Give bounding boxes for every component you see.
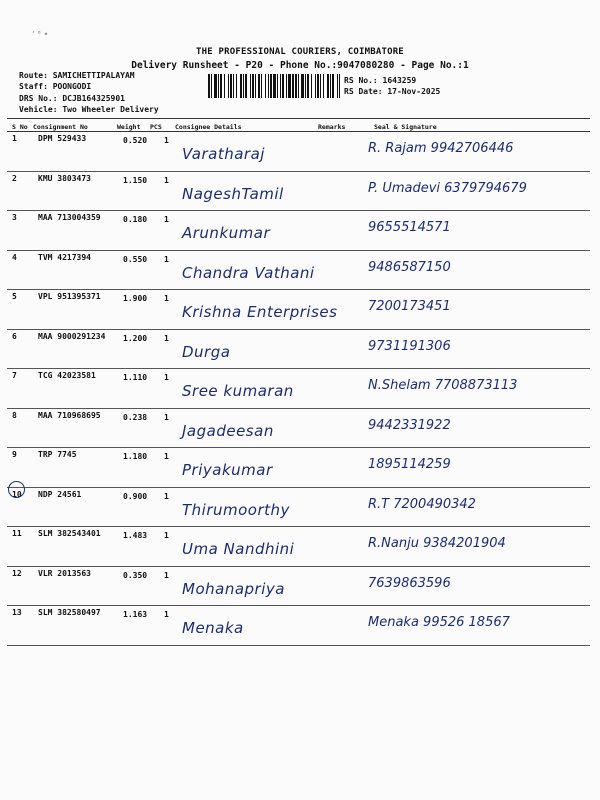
row-consignee-handwritten: Jagadeesan <box>182 421 274 440</box>
row-signature: 7639863596 <box>368 575 451 591</box>
row-consignment-no: TRP 7745 <box>38 450 77 459</box>
row-consignment-no: MAA 710968695 <box>38 410 101 420</box>
row-sno: 2 <box>12 173 17 183</box>
row-pcs: 1 <box>164 215 169 224</box>
row-divider <box>7 645 590 646</box>
row-signature: N.Shelam 7708873113 <box>368 378 518 393</box>
row-signature: 9442331922 <box>368 417 451 433</box>
row-consignment-no: KMU 3803473 <box>38 173 91 183</box>
col-consignee: Consignee Details <box>175 123 242 131</box>
drs-number: DRS No.: DCJB164325901 <box>19 94 125 103</box>
row-pcs: 1 <box>164 531 169 540</box>
row-consignment-no: MAA 9000291234 <box>38 331 106 341</box>
row-weight: 1.200 <box>123 333 148 343</box>
row-weight: 0.180 <box>123 215 148 224</box>
row-consignee-handwritten: Thirumoorthy <box>182 500 290 519</box>
col-seal: Seal & Signature <box>374 123 437 131</box>
row-divider <box>7 566 590 567</box>
row-signature: Menaka 99526 18567 <box>368 615 510 630</box>
row-sno: 1 <box>12 134 17 143</box>
row-divider <box>7 329 590 330</box>
row-pcs: 1 <box>164 412 169 422</box>
row-sno: 8 <box>12 410 17 420</box>
row-consignee-handwritten: Menaka <box>182 619 244 637</box>
row-signature: 9655514571 <box>368 220 451 235</box>
row-consignment-no: TVM 4217394 <box>38 252 91 262</box>
row-signature: P. Umadevi 6379794679 <box>368 180 527 196</box>
row-weight: 0.350 <box>123 570 148 580</box>
row-sno: 3 <box>12 213 17 222</box>
row-sno: 6 <box>12 331 17 341</box>
row-consignee-handwritten: Arunkumar <box>182 224 271 242</box>
row-consignment-no: VLR 2013563 <box>38 568 91 578</box>
row-pcs: 1 <box>164 294 169 303</box>
company-title: THE PROFESSIONAL COURIERS, COIMBATORE <box>196 47 404 57</box>
row-sno: 12 <box>12 568 22 578</box>
row-sno: 13 <box>12 608 22 617</box>
row-divider <box>7 171 590 172</box>
row-consignment-no: SLM 382580497 <box>38 608 101 617</box>
row-consignment-no: SLM 382543401 <box>38 529 101 538</box>
row-divider <box>7 526 590 527</box>
rs-number: RS No.: 1643259 <box>344 76 417 85</box>
row-weight: 1.150 <box>123 175 148 185</box>
row-consignee-handwritten: Uma Nandhini <box>182 540 295 558</box>
row-weight: 1.163 <box>123 610 148 619</box>
row-consignee-handwritten: Varatharaj <box>182 145 265 163</box>
row-signature: 9486587150 <box>368 259 451 275</box>
row-pcs: 1 <box>164 491 169 501</box>
row-consignee-handwritten: Mohanapriya <box>182 579 285 598</box>
barcode-image <box>208 74 340 98</box>
col-weight: Weight <box>117 123 141 131</box>
row-10-circle <box>8 481 25 498</box>
row-consignee-handwritten: Krishna Enterprises <box>182 303 338 321</box>
row-consignee-handwritten: Chandra Vathani <box>182 263 315 282</box>
row-consignee-handwritten: NageshTamil <box>182 184 284 203</box>
row-pcs: 1 <box>164 254 169 264</box>
row-consignment-no: TCG 42023581 <box>38 371 96 380</box>
row-consignee-handwritten: Durga <box>182 342 231 361</box>
row-divider <box>7 447 590 448</box>
row-signature: 1895114259 <box>368 457 451 472</box>
row-pcs: 1 <box>164 136 169 145</box>
row-weight: 1.180 <box>123 452 148 461</box>
row-consignment-no: MAA 713004359 <box>38 213 101 222</box>
row-divider <box>7 289 590 290</box>
row-weight: 0.900 <box>123 491 148 501</box>
row-pcs: 1 <box>164 373 169 382</box>
row-sno: 4 <box>12 252 17 262</box>
row-sno: 11 <box>12 529 22 538</box>
row-signature: 9731191306 <box>368 338 451 354</box>
row-divider <box>7 250 590 251</box>
col-sno: S No <box>12 123 28 131</box>
row-sno: 7 <box>12 371 17 380</box>
row-weight: 1.483 <box>123 531 148 540</box>
row-divider <box>7 408 590 409</box>
row-divider <box>7 210 590 211</box>
row-pcs: 1 <box>164 452 169 461</box>
row-pcs: 1 <box>164 175 169 185</box>
route-label: Route: SAMICHETTIPALAYAM <box>19 71 135 80</box>
runsheet-subtitle: Delivery Runsheet - P20 - Phone No.:9047080280 - Page No.:1 <box>131 60 469 71</box>
row-weight: 0.238 <box>123 412 148 422</box>
row-sno: 9 <box>12 450 17 459</box>
vehicle-label: Vehicle: Two Wheeler Delivery <box>19 105 159 114</box>
col-consignment: Consignment No <box>33 123 88 131</box>
corner-mark: ’ ° • <box>32 30 49 39</box>
row-weight: 1.900 <box>123 294 148 303</box>
row-consignee-handwritten: Sree kumaran <box>182 382 294 400</box>
row-divider <box>7 487 590 488</box>
staff-label: Staff: POONGODI <box>19 82 92 91</box>
row-signature: 7200173451 <box>368 299 451 314</box>
row-weight: 0.550 <box>123 254 148 264</box>
row-sno: 5 <box>12 292 17 301</box>
rs-date: RS Date: 17-Nov-2025 <box>344 87 441 96</box>
row-pcs: 1 <box>164 610 169 619</box>
row-weight: 0.520 <box>123 136 148 145</box>
col-pcs: PCS <box>150 123 162 131</box>
row-consignment-no: VPL 951395371 <box>38 292 101 301</box>
row-pcs: 1 <box>164 333 169 343</box>
row-consignee-handwritten: Priyakumar <box>182 461 273 479</box>
row-signature: R. Rajam 9942706446 <box>368 141 514 156</box>
col-remarks: Remarks <box>318 123 346 131</box>
row-divider <box>7 605 590 606</box>
row-consignment-no: NDP 24561 <box>38 489 82 499</box>
row-divider <box>7 368 590 369</box>
row-signature: R.Nanju 9384201904 <box>368 536 506 551</box>
row-weight: 1.110 <box>123 373 148 382</box>
row-pcs: 1 <box>164 570 169 580</box>
row-sno: 10 <box>12 489 22 499</box>
row-consignment-no: DPM 529433 <box>38 134 87 143</box>
row-signature: R.T 7200490342 <box>368 496 476 512</box>
